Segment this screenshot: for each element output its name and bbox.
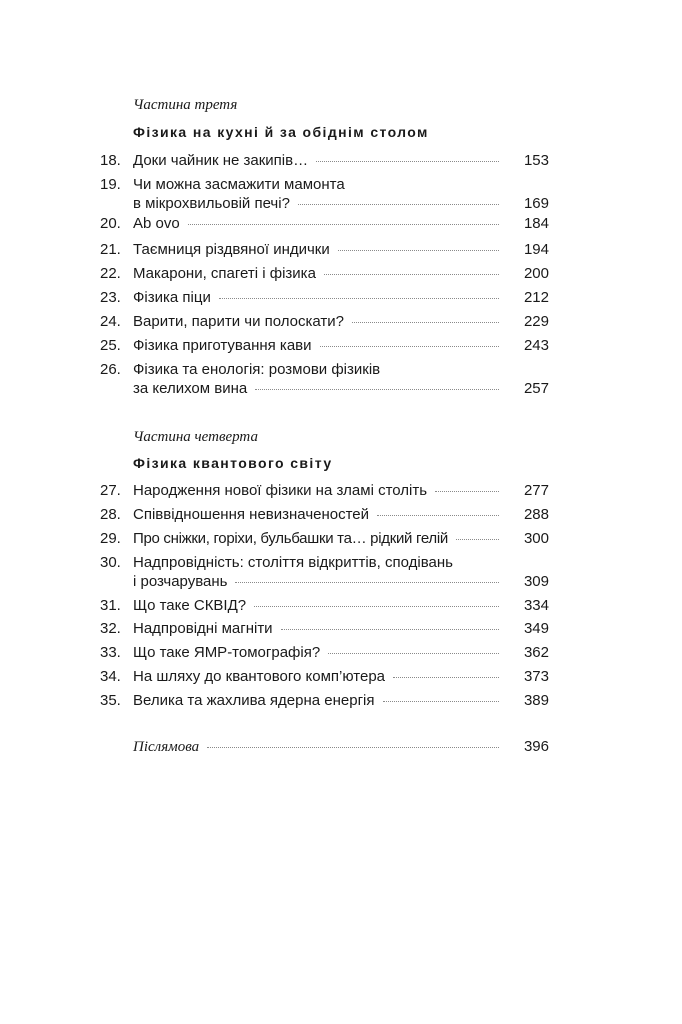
entry-page: 153 [523,152,549,169]
entry-number: 25. [100,337,121,354]
part-4-label: Частина четверта [133,429,258,445]
entry-number: 23. [100,289,121,306]
dot-leader [207,747,499,748]
entry-title: На шляху до квантового комп’ютера [133,668,385,685]
entry-number: 33. [100,644,121,661]
entry-title: Надпровідні магніти [133,620,273,637]
entry-title: Велика та жахлива ядерна енергія [133,692,375,709]
entry-number: 29. [100,530,121,547]
dot-leader [281,629,499,630]
entry-title: Фізика приготування кави [133,337,312,354]
dot-leader [188,224,499,225]
dot-leader [352,322,499,323]
entry-number: 30. [100,554,121,571]
entry-number: 32. [100,620,121,637]
entry-title: Доки чайник не закипів… [133,152,309,169]
entry-title: Варити, парити чи полоскати? [133,313,345,330]
entry-number: 27. [100,482,121,499]
entry-number: 31. [100,597,121,614]
dot-leader [393,677,499,678]
dot-leader [235,582,499,583]
entry-page: 396 [523,738,549,755]
dot-leader [316,161,499,162]
entry-page: 349 [523,620,549,637]
entry-title: Співвідношення невизначеностей [133,506,370,523]
entry-number: 35. [100,692,121,709]
dot-leader [456,539,499,540]
entry-number: 24. [100,313,121,330]
entry-page: 229 [523,313,549,330]
entry-page: 334 [523,597,549,614]
entry-title: Таємниця різдвяної индички [133,241,330,258]
entry-title: Ab ovo [133,215,180,232]
entry-title: Що таке СКВІД? [133,597,247,614]
entry-number: 34. [100,668,121,685]
entry-page: 300 [523,530,549,547]
entry-title: Що таке ЯМР-томографія? [133,644,321,661]
entry-page: 257 [523,380,549,397]
entry-page: 243 [523,337,549,354]
entry-number: 19. [100,176,121,193]
entry-title: Макарони, спагеті і фізика [133,265,316,282]
entry-page: 309 [523,573,549,590]
entry-title: Народження нової фізики на зламі століть [133,482,428,499]
dot-leader [338,250,499,251]
entry-number: 28. [100,506,121,523]
entry-page: 194 [523,241,549,258]
entry-title-line2: і розчарувань [133,573,228,590]
entry-page: 389 [523,692,549,709]
part-3-title: Фізика на кухні й за обіднім столом [133,124,429,140]
entry-page: 184 [523,215,549,232]
dot-leader [328,653,499,654]
entry-number: 20. [100,215,121,232]
dot-leader [377,515,499,516]
entry-page: 169 [523,195,549,212]
entry-page: 362 [523,644,549,661]
part-3-label: Частина третя [133,97,238,113]
part-4-title: Фізика квантового світу [133,455,333,471]
entry-title-line2: за келихом вина [133,380,248,397]
entry-title: Післямова [133,739,200,755]
entry-page: 373 [523,668,549,685]
entry-title-line1: Фізика та енологія: розмови фізиків [133,361,381,378]
dot-leader [320,346,499,347]
entry-page: 288 [523,506,549,523]
dot-leader [254,606,499,607]
entry-number: 22. [100,265,121,282]
dot-leader [324,274,499,275]
entry-title-line2: в мікрохвильовій печі? [133,195,290,212]
entry-number: 18. [100,152,121,169]
dot-leader [219,298,499,299]
entry-title: Фізика піци [133,289,211,306]
entry-page: 277 [523,482,549,499]
entry-title-line1: Чи можна засмажити мамонта [133,176,345,193]
dot-leader [255,389,499,390]
dot-leader [435,491,499,492]
entry-page: 212 [523,289,549,306]
entry-number: 26. [100,361,121,378]
entry-title: Про сніжки, горіхи, бульбашки та… рідкий гелій [133,530,448,547]
entry-page: 200 [523,265,549,282]
dot-leader [383,701,499,702]
entry-number: 21. [100,241,121,258]
dot-leader [298,204,499,205]
entry-title-line1: Надпровідність: століття відкриттів, сподівань [133,554,453,571]
